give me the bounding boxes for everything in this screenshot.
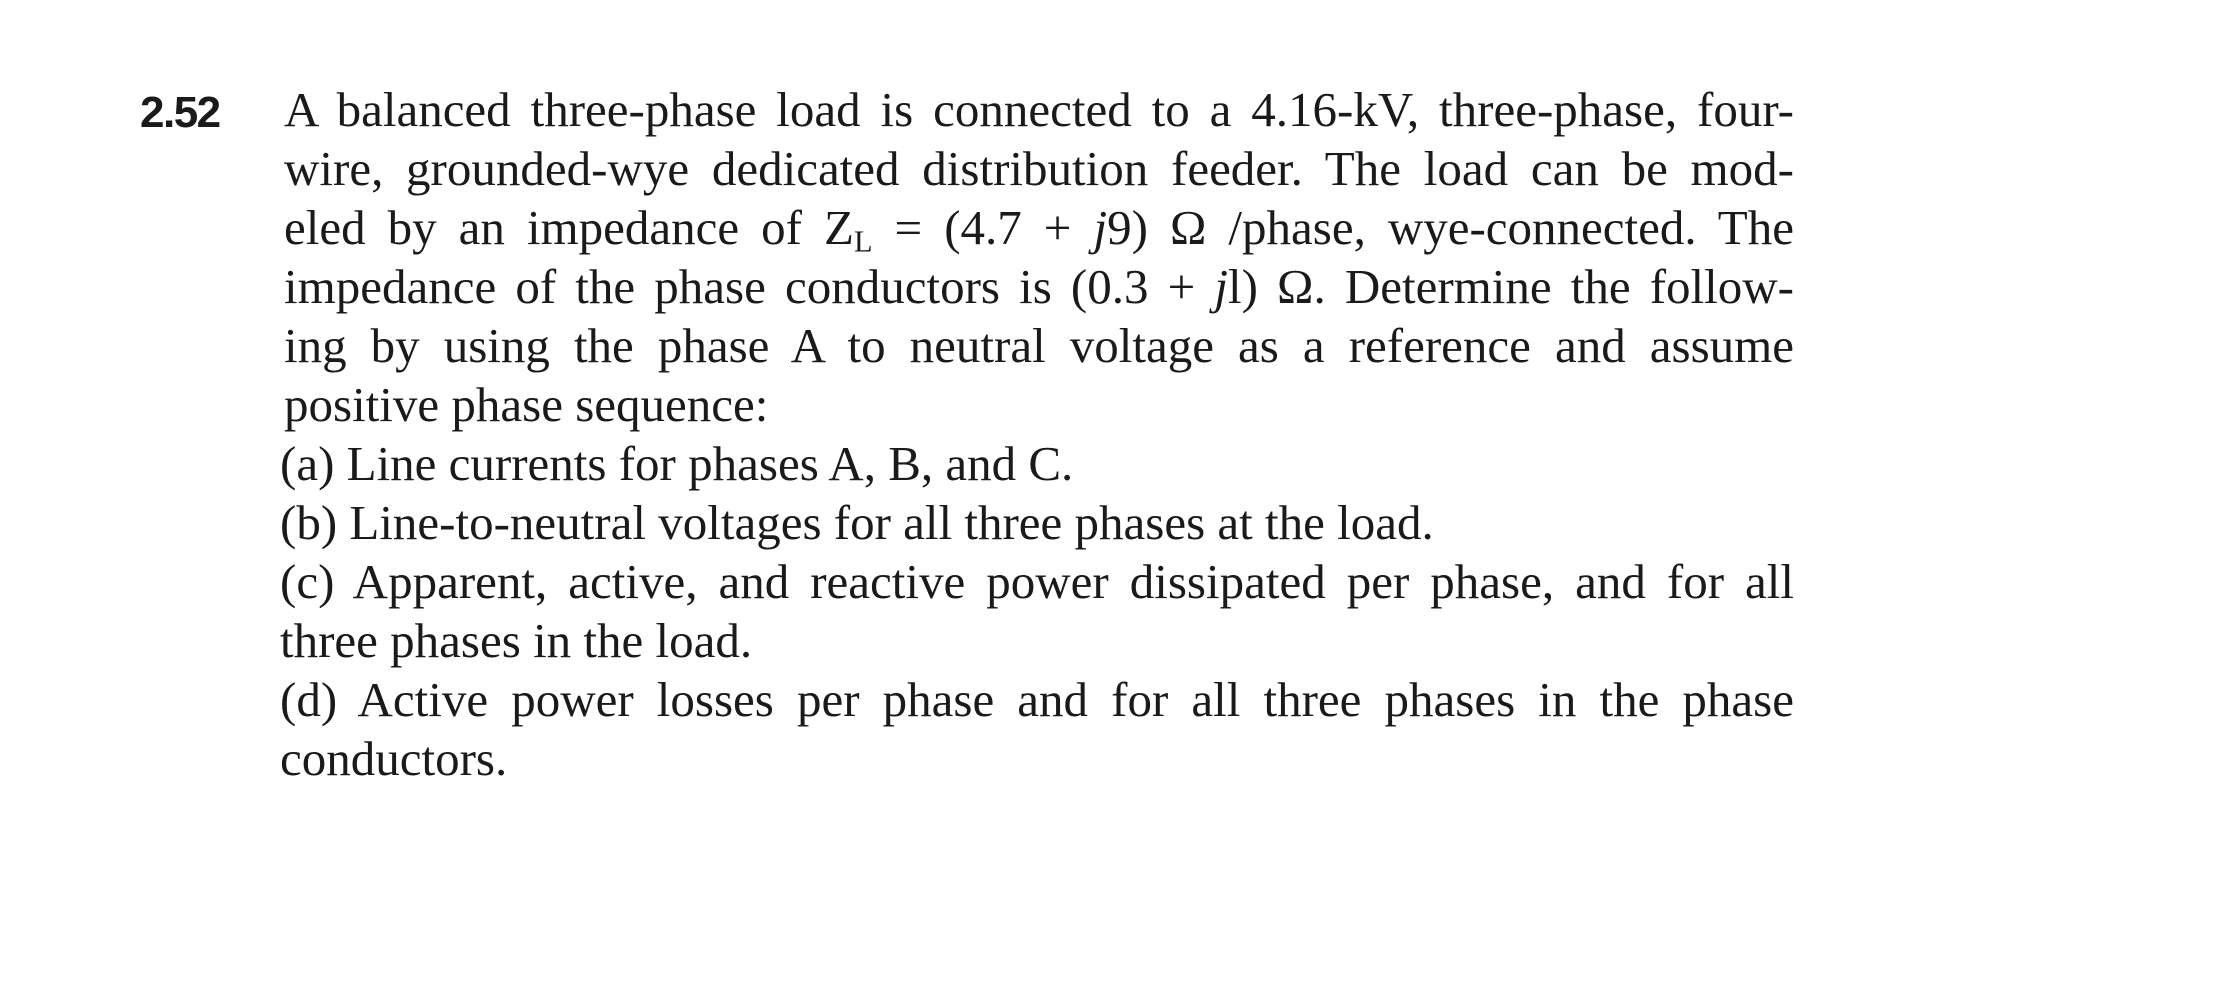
imaginary-j: j <box>1214 259 1228 314</box>
problem-number: 2.52 <box>140 88 220 137</box>
imaginary-j: j <box>1093 200 1108 255</box>
part-d-line-2: conductors. <box>280 731 508 786</box>
statement-line-3 <box>284 198 1794 257</box>
part-d-line-1: (d) Active power losses per phase and for all three phases in the phase <box>280 672 1794 727</box>
text-segment: = (4.7 + <box>872 200 1094 255</box>
statement-line-4 <box>284 257 1794 316</box>
part-b: (b) Line-to-neutral voltages for all three phases at the load. <box>280 495 1434 550</box>
subscript-l: L <box>853 224 873 259</box>
statement-line-5: ing by using the phase A to neutral voltage as a reference and assume <box>284 318 1794 373</box>
statement-line-1: A balanced three-phase load is connected to a 4.16-kV, three-phase, four- <box>284 82 1794 137</box>
part-a: (a) Line currents for phases A, B, and C. <box>280 436 1074 491</box>
text-segment: l) Ω. Determine the follow- <box>1227 259 1794 314</box>
text-segment: 9) Ω /phase, wye-connected. The <box>1107 200 1794 255</box>
part-c-line-2: three phases in the load. <box>280 613 753 668</box>
statement-line-2: wire, grounded-wye dedicated distribution feeder. The load can be mod- <box>284 141 1794 196</box>
part-c-line-1: (c) Apparent, active, and reactive power dissipated per phase, and for all <box>280 554 1794 609</box>
text-segment: impedance of the phase conductors is (0.3 + <box>284 259 1215 314</box>
statement-line-6: positive phase sequence: <box>284 377 769 432</box>
text-segment: eled by an impedance of Z <box>284 200 854 255</box>
